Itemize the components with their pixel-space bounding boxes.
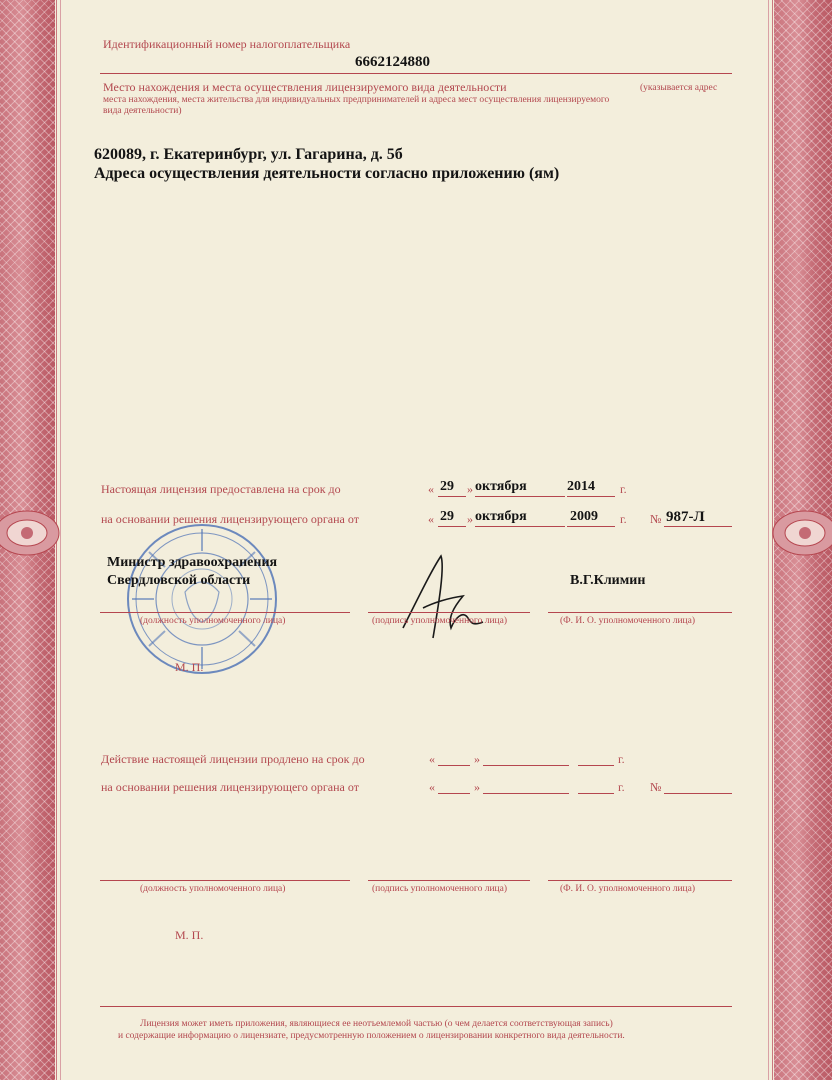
ext-basis-month-line (483, 793, 569, 794)
granted-quote-close: » (467, 482, 473, 496)
official-seal-stamp (125, 522, 280, 677)
signature-line (368, 612, 530, 613)
ext-basis-year-line (578, 793, 614, 794)
location-label: Место нахождения и места осуществления лицензируемого вида деятельности (103, 80, 507, 94)
ext-basis-year-suffix: г. (618, 780, 625, 794)
granted-year-suffix: г. (620, 482, 627, 496)
caption-signature: (подпись уполномоченного лица) (372, 616, 508, 626)
basis-quote-open: « (428, 512, 434, 526)
ext-year-line (578, 765, 614, 766)
granted-day-line (438, 496, 466, 497)
caption-position: (должность уполномоченного лица) (140, 616, 286, 626)
position-line (100, 612, 350, 613)
ext-signature-line (368, 880, 530, 881)
handwritten-signature (393, 548, 493, 648)
inn-label: Идентификационный номер налогоплательщика (103, 37, 351, 51)
ext-basis-day-line (438, 793, 470, 794)
inn-value: 6662124880 (355, 54, 430, 70)
mp-label: М. П. (175, 660, 204, 674)
ext-name-line (548, 880, 732, 881)
ext-caption-signature: (подпись уполномоченного лица) (372, 884, 508, 894)
granted-month: октября (475, 479, 527, 494)
number-line (664, 526, 732, 527)
extension-label: Действие настоящей лицензии продлено на срок до (101, 752, 365, 766)
left-rosette-ornament (0, 508, 62, 558)
right-rosette-ornament (770, 508, 832, 558)
ext-number-sign: № (650, 780, 662, 794)
basis-label: на основании решения лицензирующего органа от (101, 512, 359, 526)
address-line-1: 620089, г. Екатеринбург, ул. Гагарина, д. 5б (94, 146, 403, 163)
footer-rule (100, 1006, 732, 1007)
name-line (548, 612, 732, 613)
basis-quote-close: » (467, 512, 473, 526)
basis-month-line (475, 526, 565, 527)
ext-day-line (438, 765, 470, 766)
caption-name: (Ф. И. О. уполномоченного лица) (560, 616, 695, 626)
ext-mp-label: М. П. (175, 928, 204, 942)
basis-year-line (567, 526, 615, 527)
ext-caption-position: (должность уполномоченного лица) (140, 884, 286, 894)
location-note-1: (указывается адрес (640, 83, 718, 93)
basis-day-line (438, 526, 466, 527)
address-line-2: Адреса осуществления деятельности согласно приложению (ям) (94, 165, 560, 182)
ext-caption-name: (Ф. И. О. уполномоченного лица) (560, 884, 695, 894)
ext-month-line (483, 765, 569, 766)
granted-year-line (567, 496, 615, 497)
granted-quote-open: « (428, 482, 434, 496)
basis-year-suffix: г. (620, 512, 627, 526)
footer-line-1: Лицензия может иметь приложения, являющиеся ее неотъемлемой частью (о чем делается соответствующая запись) (140, 1019, 613, 1029)
signatory-name: В.Г.Климин (570, 573, 646, 588)
granted-month-line (475, 496, 565, 497)
signatory-position-1: Министр здравоохранения (107, 555, 278, 570)
basis-year: 2009 (570, 509, 598, 524)
ext-position-line (100, 880, 350, 881)
location-note-2: места нахождения, места жительства для индивидуальных предпринимателей и адреса мест осуществления лицензируемого (103, 95, 610, 105)
ext-year-suffix: г. (618, 752, 625, 766)
basis-day: 29 (440, 509, 454, 524)
granted-year: 2014 (567, 479, 595, 494)
number-sign: № (650, 512, 662, 526)
basis-month: октября (475, 509, 527, 524)
granted-day: 29 (440, 479, 454, 494)
license-number: 987-Л (666, 509, 705, 525)
signatory-position-2: Свердловской области (107, 573, 251, 588)
ext-number-line (664, 793, 732, 794)
footer-line-2: и содержащие информацию о лицензиате, предусмотренную положением о лицензировании конкретного вида деятельности. (118, 1031, 625, 1041)
location-note-3: вида деятельности) (103, 106, 182, 116)
granted-label: Настоящая лицензия предоставлена на срок до (101, 482, 341, 496)
inn-underline (100, 73, 732, 74)
extension-basis-label: на основании решения лицензирующего органа от (101, 780, 359, 794)
